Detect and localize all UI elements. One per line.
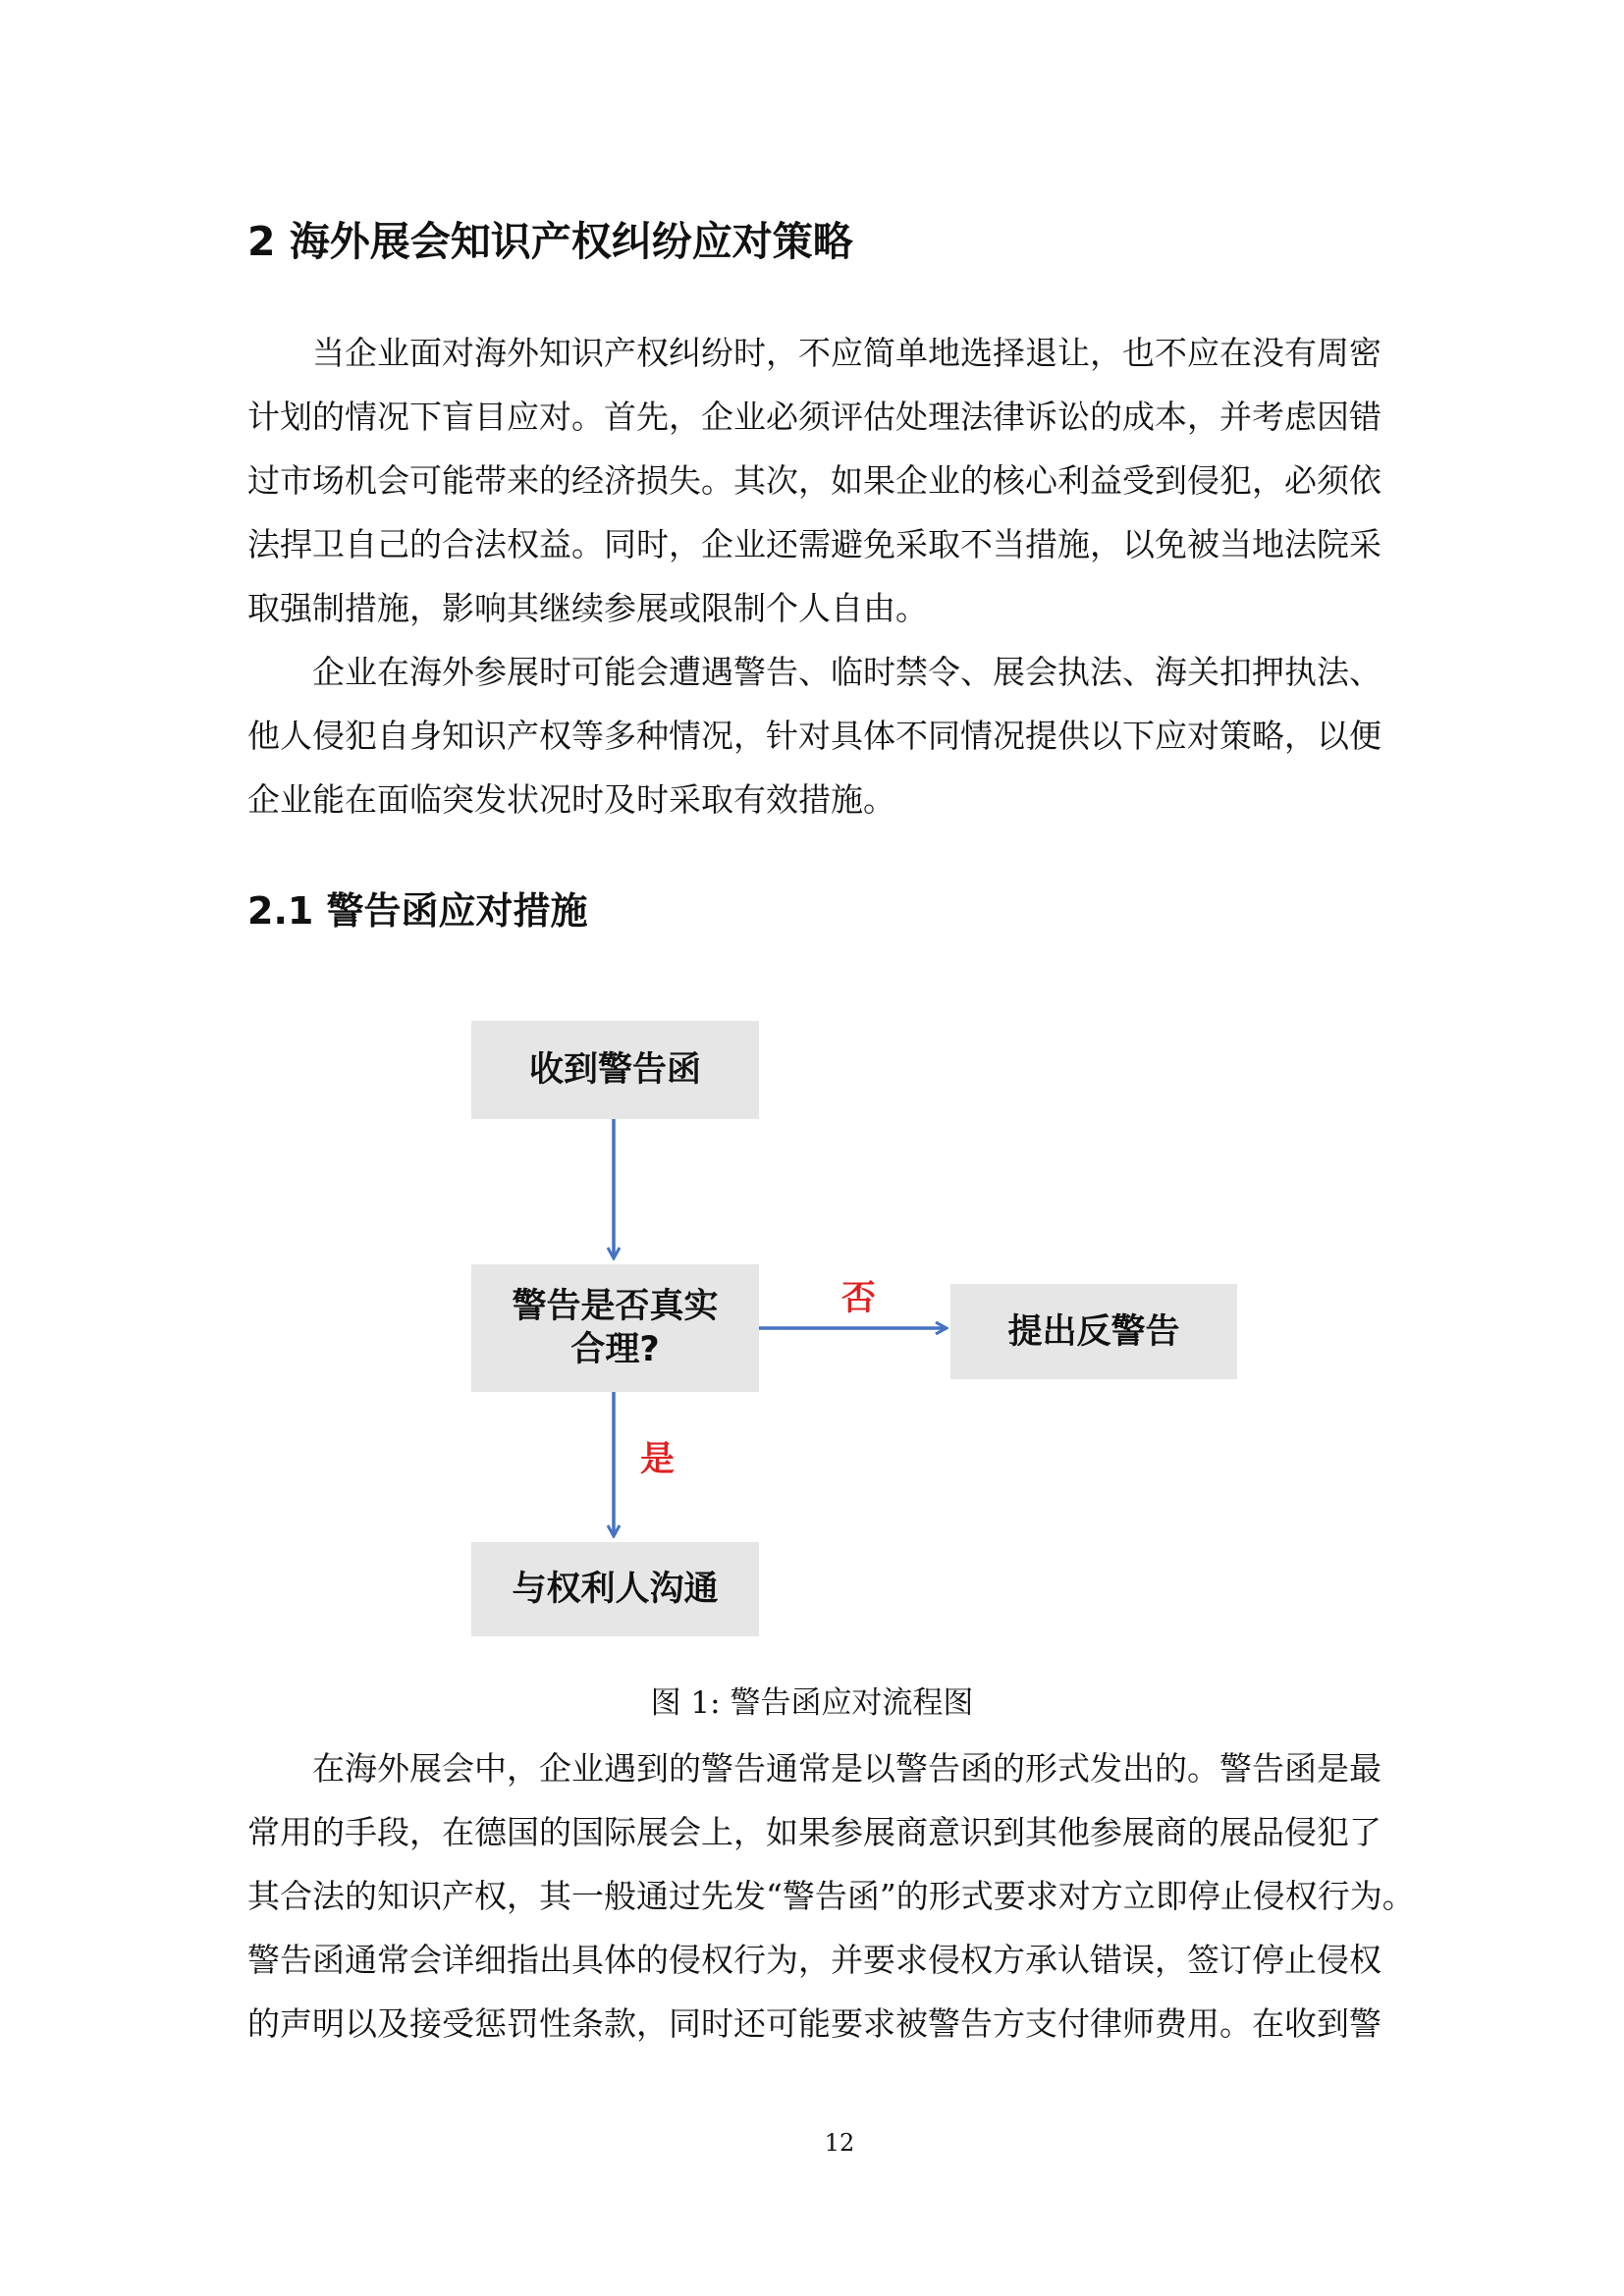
figure-caption: 图 1: 警告函应对流程图 [650, 1685, 974, 1721]
flowchart-decision-box [471, 1264, 759, 1392]
flowchart-yes-target-box [471, 1542, 759, 1636]
paragraph-line: 常用的手段，在德国的国际展会上，如果参展商意识到其他参展商的展品侵犯了 [247, 1813, 1381, 1851]
section-heading: 2 海外展会知识产权纠纷应对策略 [247, 218, 853, 265]
flowchart-decision-line1: 警告是否真实 [512, 1287, 719, 1326]
paragraph-line: 计划的情况下盲目应对。首先，企业必须评估处理法律诉讼的成本，并考虑因错 [247, 398, 1381, 436]
paragraph-line: 警告函通常会详细指出具体的侵权行为，并要求侵权方承认错误，签订停止侵权 [247, 1941, 1381, 1979]
paragraph-line: 法捍卫自己的合法权益。同时，企业还需避免采取不当措施，以免被当地法院采 [247, 525, 1381, 563]
paragraph-line: 企业能在面临突发状况时及时采取有效措施。 [247, 780, 895, 819]
paragraph-line: 其合法的知识产权，其一般通过先发“警告函”的形式要求对方立即停止侵权行为。 [247, 1877, 1415, 1915]
paragraph-line: 取强制措施，影响其继续参展或限制个人自由。 [247, 589, 928, 627]
paragraph-line: 企业在海外参展时可能会遭遇警告、临时禁令、展会执法、海关扣押执法、 [312, 653, 1381, 691]
page-number: 12 [824, 2129, 855, 2157]
flowchart-yes-target-label: 与权利人沟通 [512, 1570, 719, 1609]
flowchart-start-box [471, 1021, 759, 1119]
flowchart-no-label: 否 [841, 1279, 877, 1318]
flowchart-no-target-box [950, 1284, 1237, 1379]
subsection-heading: 2.1 警告函应对措施 [247, 889, 588, 933]
flowchart-decision-line2: 合理? [570, 1330, 660, 1369]
paragraph-line: 的声明以及接受惩罚性条款，同时还可能要求被警告方支付律师费用。在收到警 [247, 2004, 1381, 2043]
paragraph-line: 过市场机会可能带来的经济损失。其次，如果企业的核心利益受到侵犯，必须依 [247, 461, 1381, 500]
flowchart-yes-label: 是 [640, 1440, 676, 1479]
flowchart-no-target-label: 提出反警告 [1007, 1311, 1180, 1352]
paragraph-line: 当企业面对海外知识产权纠纷时，不应简单地选择退让，也不应在没有周密 [312, 334, 1381, 372]
flowchart-start-label: 收到警告函 [528, 1050, 701, 1090]
paragraph-line: 在海外展会中，企业遇到的警告通常是以警告函的形式发出的。警告函是最 [312, 1749, 1381, 1788]
paragraph-line: 他人侵犯自身知识产权等多种情况，针对具体不同情况提供以下应对策略，以便 [247, 717, 1381, 755]
